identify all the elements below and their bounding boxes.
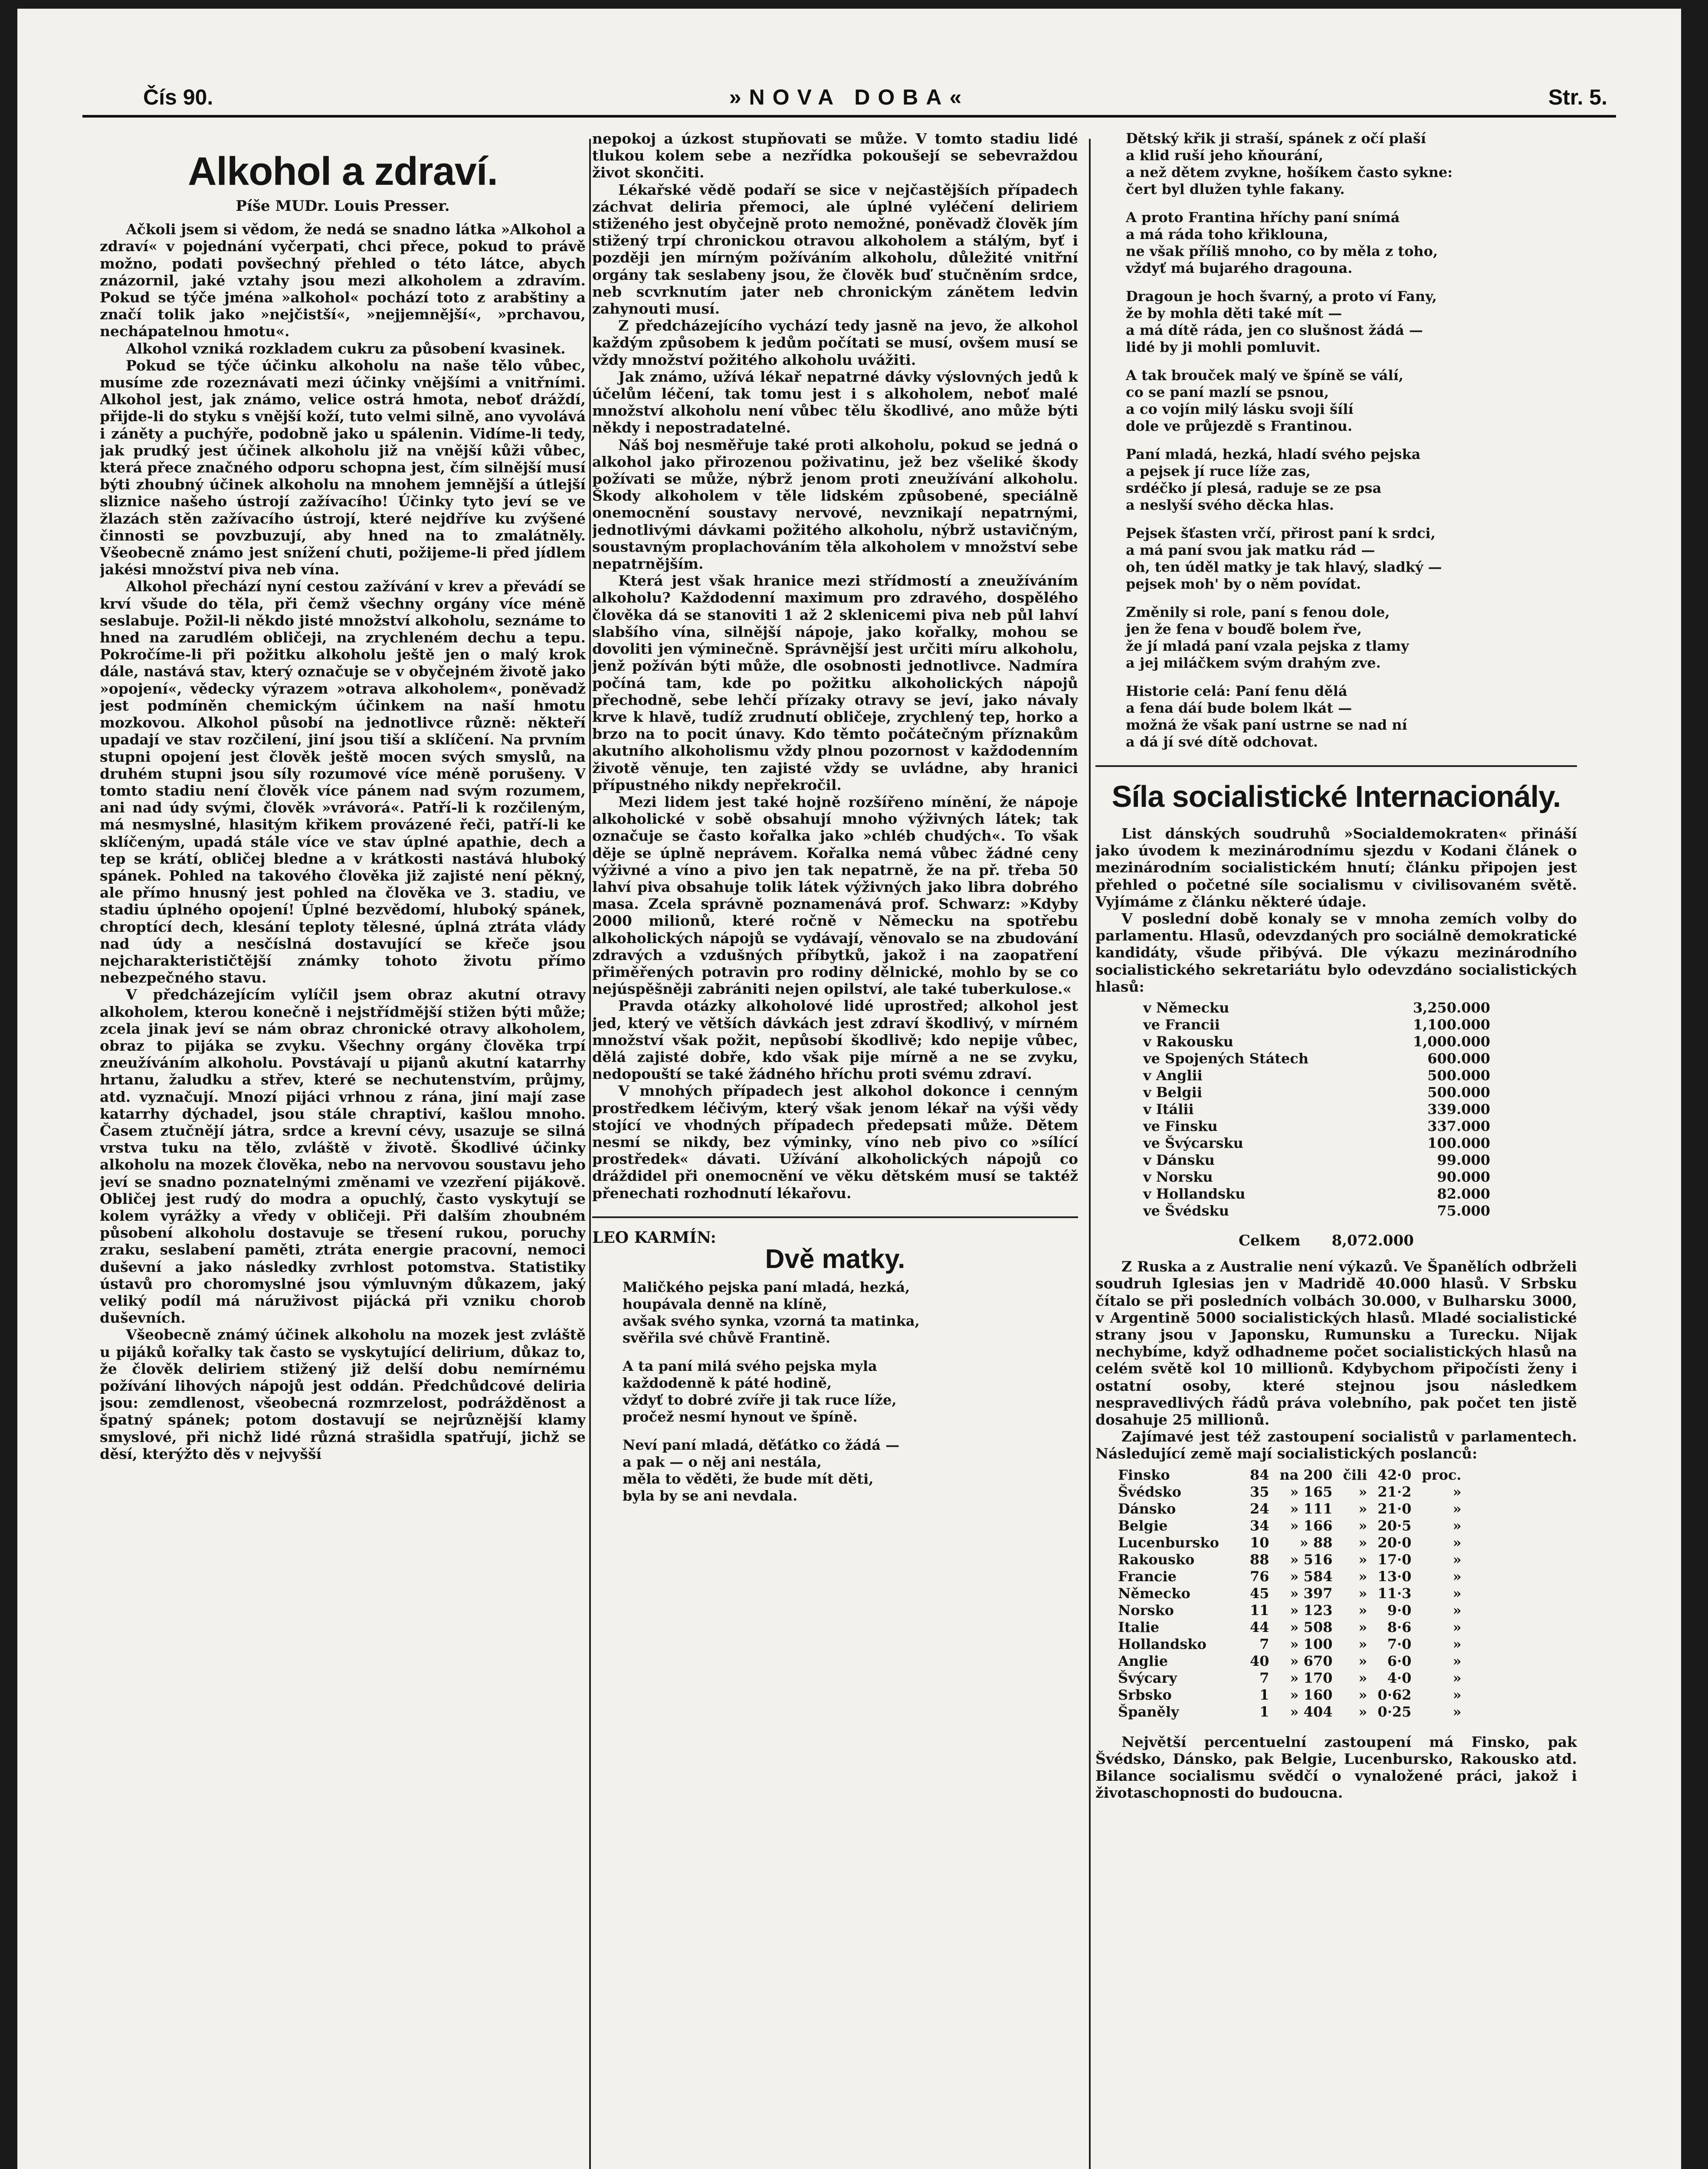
newspaper-page (17, 9, 1681, 2169)
poem-stanza: Dětský křik ji straší, spánek z očí plaší a klid ruší jeho kňourání, a než dětem zvykne, hošíkem často sykne: čert byl dlužen tyhle fakany. (1126, 130, 1453, 197)
parliament-cell: 88 (1250, 1551, 1269, 1568)
parliament-row (1113, 1619, 1467, 1636)
votes-value: 75.000 (1437, 1202, 1490, 1219)
masthead: »NOVA DOBA« (729, 85, 970, 109)
parliament-row (1113, 1602, 1467, 1619)
parliament-cell: » 166 (1290, 1517, 1333, 1534)
votes-value: 500.000 (1427, 1084, 1490, 1101)
parliament-cell: Španěly (1118, 1703, 1179, 1720)
parliament-row (1113, 1704, 1467, 1720)
parliament-cell: » (1452, 1483, 1462, 1500)
paragraph: V poslední době konaly se v mnoha zemích volby do parlamentu. Hlasů, odevzdaných pro sociálně demokratické kandidáty, všude přibývá. Dle výkazu mezinárodního socialistického sekretariátu bylo odevzdáno socialistických hlasů: (1095, 910, 1577, 995)
parliament-cell: Finsko (1118, 1466, 1170, 1483)
parliament-row (1113, 1568, 1467, 1585)
poem-stanza: Změnily si role, paní s fenou dole, jen že fena v bouďě bolem řve, že jí mladá paní vzala pejska z tlamy a jej miláčkem svým drahým zve. (1126, 604, 1409, 671)
total-value: 8,072.000 (1331, 1232, 1414, 1250)
votes-country: ve Švédsku (1143, 1202, 1229, 1219)
column-rule (1089, 139, 1091, 2169)
parliament-cell: » 123 (1290, 1602, 1333, 1619)
parliament-table (1113, 1467, 1467, 1720)
article-body-part2 (592, 130, 1078, 1202)
socialism-body-3 (1095, 1733, 1577, 1802)
parliament-cell: 0·62 (1377, 1686, 1412, 1703)
parliament-cell: » (1358, 1602, 1367, 1619)
poem-author: LEO KARMÍN: (592, 1228, 716, 1247)
votes-country: v Dánsku (1143, 1152, 1215, 1169)
parliament-cell: Belgie (1118, 1517, 1168, 1534)
parliament-cell: » (1452, 1635, 1462, 1652)
parliament-cell: » (1358, 1619, 1367, 1635)
parliament-cell: 1 (1259, 1703, 1269, 1720)
paragraph: V mnohých případech jest alkohol dokonce i cenným prostředkem léčivým, který však jenom lékař na výši vědy stojící ve vhodných případech předepsati může. Dětem nesmí se nikdy, bez výminky, víno neb pivo co »sílící prostředek« dávati. Užívání alkoholických nápojů co dráždidel při onemocnění ve věku dětském musí se taktéž přenechati rozhodnutí lékařovu. (592, 1082, 1078, 1202)
parliament-cell: 9·0 (1387, 1602, 1412, 1619)
parliament-cell: 13·0 (1377, 1568, 1412, 1585)
parliament-cell: Lucenbursko (1118, 1534, 1219, 1551)
votes-row (1139, 1186, 1495, 1202)
parliament-cell: » 397 (1290, 1585, 1333, 1602)
parliament-cell: 11·3 (1377, 1585, 1412, 1602)
parliament-cell: 7·0 (1387, 1635, 1412, 1652)
votes-row (1139, 1016, 1495, 1033)
parliament-cell: » (1452, 1703, 1462, 1720)
socialism-title: Síla socialistické Internacionály. (1111, 780, 1561, 813)
votes-country: v Rakousku (1143, 1033, 1234, 1050)
parliament-cell: » 170 (1290, 1669, 1333, 1686)
parliament-cell: 17·0 (1377, 1551, 1412, 1568)
parliament-cell: Anglie (1118, 1652, 1168, 1669)
votes-total (1239, 1232, 1577, 1249)
parliament-cell: » 404 (1290, 1703, 1333, 1720)
total-label: Celkem (1239, 1232, 1301, 1250)
poem-stanza: Pejsek šťasten vrčí, přirost paní k srdci, a má paní svou jak matku rád — oh, ten úděl matky je tak hlavý, sladký — pejsek moh' by o něm povídat. (1126, 525, 1442, 592)
parliament-cell: » (1358, 1551, 1367, 1568)
parliament-cell: Hollandsko (1118, 1635, 1206, 1652)
paragraph: List dánských soudruhů »Socialdemokraten« přináší jako úvodem k mezinárodnímu sjezdu v Kodani článek o mezinárodním socialistickém hnutí; článku připojen jest přehled o početné síle socialismu v civilisovaném světě. Vyjímáme z článku některé údaje. (1095, 825, 1577, 910)
parliament-cell: Dánsko (1118, 1500, 1176, 1517)
parliament-cell: » (1358, 1635, 1367, 1652)
parliament-row (1113, 1534, 1467, 1551)
parliament-cell: 4·0 (1387, 1669, 1412, 1686)
votes-row (1139, 1135, 1495, 1152)
parliament-row (1113, 1653, 1467, 1670)
parliament-cell: 11 (1250, 1602, 1269, 1619)
parliament-cell: » (1452, 1669, 1462, 1686)
votes-country: v Anglii (1143, 1067, 1203, 1084)
votes-country: v Německu (1143, 999, 1229, 1016)
votes-row (1139, 999, 1495, 1016)
votes-value: 500.000 (1427, 1067, 1490, 1084)
parliament-cell: 10 (1250, 1534, 1269, 1551)
parliament-cell: 21·2 (1377, 1483, 1412, 1500)
parliament-row (1113, 1687, 1467, 1704)
column-3 (1095, 130, 1577, 2169)
paragraph: Lékařské vědě podaří se sice v nejčastějších případech záchvat deliria přemoci, ale úplné vyléčení deliriem stiženého jest obyčejně proto nemožné, poněvadž člověk jím stižený trpí chronickou otravou alkoholem a stálým, byť i později jen mírným požíváním alkoholu, důležité vnitřní orgány tak seslabeny jsou, že člověk buď stučněním srdce, neb scvrknutím jater neb chronickým zánětem ledvin zahynouti musí. (592, 181, 1078, 318)
parliament-cell: » 111 (1290, 1500, 1333, 1517)
parliament-cell: » (1358, 1585, 1367, 1602)
parliament-cell: 42·0 (1377, 1466, 1412, 1483)
parliament-cell: » (1358, 1568, 1367, 1585)
paragraph: Pokud se týče účinku alkoholu na naše tělo vůbec, musíme zde rozeznávati mezi účinky vnějšími a vnitřními. Alkohol jest, jak známo, velice ostrá hmota, neboť dráždí, přijde-li do styku s vnější koží, tuto velmi silně, ano vyvolává i záněty a puchýře, podobně jako u spálenin. Vidíme-li tedy, jak prudký jest účinek alkoholu již na vnější kůži vůbec, která přece značného odporu schopna jest, čím silnější musí býti zhoubný účinek alkoholu na mnohem jemnější a útlejší sliznice našeho ústrojí zažívacího! Účinky tyto jeví se ve žlazách stěn zažívacího ústrojí, které nejdříve ku zvýšené činnosti se povzbuzují, aby hned na to zmalátněly. Všeobecně známo jest snížení chuti, požijeme-li před jídlem jakési množství piva neb vína. (100, 357, 586, 578)
votes-table (1139, 999, 1495, 1219)
parliament-cell: Srbsko (1118, 1686, 1172, 1703)
parliament-cell: » 670 (1290, 1652, 1333, 1669)
paragraph: nepokoj a úzkost stupňovati se může. V tomto stadiu lidé tlukou kolem sebe a nezřídka pokoušejí se sebevraždou život skončiti. (592, 130, 1078, 181)
votes-row (1139, 1152, 1495, 1169)
parliament-cell: » 508 (1290, 1619, 1333, 1635)
votes-country: ve Švýcarsku (1143, 1135, 1243, 1152)
paragraph: Ačkoli jsem si vědom, že nedá se snadno látka »Alkohol a zdraví« v pojednání vyčerpati, chci přece, pokud to právě možno, podati povšechný přehled o této látce, abych znázornil, jaké vztahy jsou mezi alkoholem a zdravím. Pokud se týče jména »alkohol« pochází toto z arabštiny a značí tolik jako »nejčistší«, »nejjemnější«, »prchavou, nechápatelnou hmotu«. (100, 221, 586, 340)
section-divider (592, 1216, 1078, 1218)
parliament-cell: 34 (1250, 1517, 1269, 1534)
votes-row (1139, 1067, 1495, 1084)
votes-row (1139, 1118, 1495, 1135)
parliament-cell: » 88 (1299, 1534, 1333, 1551)
parliament-cell: » (1358, 1483, 1367, 1500)
article-byline: Píše MUDr. Louis Presser. (236, 197, 450, 215)
parliament-cell: Norsko (1118, 1602, 1174, 1619)
parliament-cell: » (1358, 1534, 1367, 1551)
votes-row (1139, 1084, 1495, 1101)
parliament-row (1113, 1484, 1467, 1501)
paragraph: Zajímavé jest též zastoupení socialistů v parlamentech. Následující země mají socialistických poslanců: (1095, 1428, 1577, 1462)
parliament-cell: 24 (1250, 1500, 1269, 1517)
paragraph: Všeobecně známý účinek alkoholu na mozek jest zvláště u pijáků kořalky tak často se vyskytující delirium, důkaz to, že člověk deliriem stižený již delší dobu nemírnému požívání lihových nápojů jest oddán. Předchůdcové deliria jsou: zemdlenost, všeobecná rozmrzelost, podrážděnost a špatný spánek; potom dostavují se nejrůznější klamy smyslové, při nichž lidé různá strašidla spatřují, jichž se děsí, kterýžto děs v nejvyšší (100, 1326, 586, 1462)
votes-country: v Itálii (1143, 1101, 1194, 1118)
parliament-row (1113, 1501, 1467, 1517)
parliament-cell: » (1452, 1652, 1462, 1669)
parliament-cell: 8·6 (1387, 1619, 1412, 1635)
votes-value: 600.000 (1427, 1050, 1490, 1067)
parliament-cell: » (1452, 1602, 1462, 1619)
votes-value: 3,250.000 (1413, 999, 1490, 1016)
parliament-cell: 7 (1259, 1635, 1269, 1652)
votes-value: 100.000 (1427, 1135, 1490, 1152)
poem-stanza: Paní mladá, hezká, hladí svého pejska a pejsek jí ruce líže zas, srdéčko jí plesá, raduje se ze psa a neslyší svého děcka hlas. (1126, 446, 1421, 513)
votes-country: v Belgii (1143, 1084, 1202, 1101)
paragraph: Pravda otázky alkoholové lidé uprostřed; alkohol jest jed, který ve větších dávkách jest zdraví škodlivý, v mírném množství však požit, nepůsobí škodlivě; kdo nepije vůbec, dělá zajisté dobře, kdo však pije mírně a ne se zvyku, nedopouští se také žádného hříchu proti svému zdraví. (592, 997, 1078, 1083)
parliament-cell: » 160 (1290, 1686, 1333, 1703)
poem-stanza: A proto Frantina hříchy paní snímá a má ráda toho křiklouna, ne však příliš mnoho, co by měla z toho, vždyť má bujarého dragouna. (1126, 209, 1438, 276)
parliament-cell: » 516 (1290, 1551, 1333, 1568)
votes-value: 339.000 (1427, 1101, 1490, 1118)
parliament-cell: Francie (1118, 1568, 1177, 1585)
votes-row (1139, 1050, 1495, 1067)
paragraph: Z Ruska a z Australie není výkazů. Ve Španělích odbrželi soudruh Iglesias jen v Madridě 40.000 hlasů. V Srbsku čítalo se při posledních volbách 30.000, v Bulharsku 3000, v Argentině 5000 socialistických hlasů. Mladé socialistické strany jsou v Japonsku, Rumunsku a Turecku. Nijak nechybíme, když odhadneme počet socialistických hlasů na celém světě kol 10 millionů. Kdybychom připočísti ženy i ostatní osoby, které stejnou jsou následkem nespravedlivých řádů práva volebního, pak počet ten jistě dosahuje 25 millionů. (1095, 1258, 1577, 1429)
paragraph: Alkohol vzniká rozkladem cukru za působení kvasinek. (126, 340, 566, 357)
parliament-cell: 35 (1250, 1483, 1269, 1500)
votes-value: 1,100.000 (1413, 1016, 1490, 1033)
parliament-cell: » (1452, 1517, 1462, 1534)
poem-stanza: Neví paní mladá, děťátko co žádá — a pak — o něj ani nestála, měla to věděti, že bude mít děti, byla by se ani nevdala. (623, 1437, 900, 1504)
parliament-cell: » 165 (1290, 1483, 1333, 1500)
parliament-cell: 44 (1250, 1619, 1269, 1635)
issue-number: Čís 90. (143, 85, 213, 109)
parliament-cell: » 100 (1290, 1635, 1333, 1652)
paragraph: Která jest však hranice mezi střídmostí a zneužíváním alkoholu? Každodenní maximum pro zdravého, dospělého člověka dá se stanoviti 1 až 2 sklenicemi piva neb půl lahví slabšího vína, silnější nápoje, jako kořalky, mohou se dovoliti jen výminečně. Správnější jest určiti míru alkoholu, jenž požíván býti může, dle osobnosti jednotlivce. Nadmíra počíná tam, kde po požitku alkoholických nápojů přechodně, sebe lehčí přízaky otravy se jeví, jako návaly krve k hlavě, tudíž zrudnutí obličeje, zrychlený tep, horko a brzo na to pocit únavy. Kdo těmto počátečným příznakům akutního alkoholismu vždy plnou pozornost v každodenním životě věnuje, ten zajisté vždy se uvládne, aby hranici přípustného nikdy nepřekročil. (592, 572, 1078, 793)
votes-value: 337.000 (1427, 1118, 1490, 1135)
parliament-row (1113, 1467, 1467, 1484)
votes-row (1139, 1101, 1495, 1118)
column-rule (589, 139, 591, 2169)
parliament-cell: » (1452, 1585, 1462, 1602)
parliament-cell: Německo (1118, 1585, 1190, 1602)
votes-row (1139, 1033, 1495, 1050)
socialism-body-2 (1095, 1258, 1577, 1462)
paragraph: Náš boj nesměřuje také proti alkoholu, pokud se jedná o alkohol jako přirozenou poživatinu, jež bez všeliké škody požívati se může, nýbrž jenom proti zneužívání alkoholu. Škody alkoholem v těle lidském způsobené, speciálně onemocnění soustavy nervové, nevznikají nepatrnými, jednotlivými dávkami požitého alkoholu, nýbrž ustavičným, soustavným proplachováním těla alkoholem v množství sebe nepatrnějším. (592, 436, 1078, 573)
poem-stanza: A ta paní milá svého pejska myla každodenně k páté hodině, vždyť to dobré zvíře ji tak ruce líže, pročež nesmí hynout ve špíně. (623, 1358, 897, 1425)
running-header (82, 80, 1616, 118)
parliament-cell: » (1358, 1686, 1367, 1703)
poem-stanza: Historie celá: Paní fenu dělá a fena dáí bude bolem lkát — možná že však paní ustrne se nad ní a dá jí své dítě odchovat. (1126, 683, 1407, 750)
votes-value: 1,000.000 (1413, 1033, 1490, 1050)
article-title: Alkohol a zdraví. (187, 149, 498, 193)
parliament-cell: » (1358, 1652, 1367, 1669)
paragraph: Jak známo, užívá lékař nepatrné dávky výslovných jedů k účelům léčení, tak tomu jest i s alkoholem, neboť malé množství alkoholu není vůbec tělu škodlivé, ano může býti někdy i nepostradatelné. (592, 368, 1078, 436)
parliament-row (1113, 1636, 1467, 1653)
parliament-cell: 0·25 (1377, 1703, 1412, 1720)
parliament-cell: 84 (1250, 1466, 1269, 1483)
parliament-cell: Rakousko (1118, 1551, 1195, 1568)
parliament-cell: » (1452, 1568, 1462, 1585)
parliament-cell: 76 (1250, 1568, 1269, 1585)
parliament-cell: 20·5 (1377, 1517, 1412, 1534)
poem-stanza: A tak brouček malý ve špíně se válí, co se paní mazlí se psnou, a co vojín milý lásku svoji šílí dole ve průjezdě s Frantinou. (1126, 367, 1403, 434)
poem-stanza: Maličkého pejska paní mladá, hezká, houpávala denně na klíně, avšak svého synka, vzorná ta matinka, svěřila své chůvě Frantině. (623, 1279, 920, 1347)
parliament-cell: » 584 (1290, 1568, 1333, 1585)
parliament-cell: » (1358, 1669, 1367, 1686)
socialism-body (1095, 825, 1577, 995)
parliament-row (1113, 1670, 1467, 1687)
votes-value: 90.000 (1437, 1169, 1490, 1186)
parliament-cell: Švédsko (1118, 1483, 1181, 1500)
parliament-cell: 45 (1250, 1585, 1269, 1602)
parliament-cell: 6·0 (1387, 1652, 1412, 1669)
votes-row (1139, 1202, 1495, 1219)
parliament-row (1113, 1585, 1467, 1602)
votes-row (1139, 1169, 1495, 1186)
poem-stanza: Dragoun je hoch švarný, a proto ví Fany, že by mohla děti také mít — a má dítě ráda, jen co slušnost žádá — lidé by ji mohli pomluvit. (1126, 288, 1437, 355)
votes-value: 99.000 (1437, 1152, 1490, 1169)
paragraph: Mezi lidem jest také hojně rozšířeno mínění, že nápoje alkoholické v sobě obsahují mnoho výživných látek; tak označuje se často kořalka jako »chléb chudých«. To však děje se úplně neprávem. Kořalka nemá vůbec žádné ceny výživné a víno a pivo jen tak nepatrně, že na př. třeba 50 lahví piva obsahuje tolik látek výživných jako libra dobrého masa. Zcela správně poznamenává prof. Schwarz: »Kdyby 2000 milionů, které ročně v Německu na spotřebu alkoholických nápojů se vydávají, věnovalo se na zbudování zdravých a vzdušných příbytků, jakož i na zaopatření přiměřených potravin pro rodiny dělnické, mohlo by se co nejúspěšněji zabrániti nejen opilství, ale také tuberkulose.« (592, 793, 1078, 998)
votes-country: ve Francii (1143, 1016, 1220, 1033)
parliament-cell: 1 (1259, 1686, 1269, 1703)
votes-country: v Norsku (1143, 1169, 1213, 1186)
votes-country: ve Spojených Státech (1143, 1050, 1309, 1067)
parliament-cell: » (1358, 1500, 1367, 1517)
parliament-row (1113, 1551, 1467, 1568)
parliament-cell: » (1452, 1500, 1462, 1517)
votes-value: 82.000 (1437, 1186, 1490, 1202)
parliament-cell: čili (1343, 1466, 1367, 1483)
parliament-cell: 20·0 (1377, 1534, 1412, 1551)
article-body-part1 (100, 221, 586, 1462)
column-1 (100, 130, 586, 2169)
votes-country: ve Finsku (1143, 1118, 1218, 1135)
parliament-cell: » (1452, 1551, 1462, 1568)
parliament-cell: » (1452, 1534, 1462, 1551)
paragraph: Alkohol přechází nyní cestou zažívání v krev a převádí se krví všude do těla, při čemž všechny orgány více méně seslabuje. Požil-li někdo jisté množství alkoholu, seznáme to hned na zarudlém obličeji, na zrychleném dechu a tepu. Pokročíme-li při požitku alkoholu ještě jen o malý krok dále, nastává stav, který označuje se v obyčejném životě jako »opojení«, vědecky výrazem »otrava alkoholem«, poněvadž jest podmíněn chemickým účinkem na naší hmotu mozkovou. Alkohol působí na jednotlivce různě: někteří upadají ve stav rozčilení, jiní jsou tiší a sklíčení. Na prvním stupni opojení jest člověk ještě mocen svých smyslů, na druhém stupni jsou síly rozumové více méně porušeny. V tomto stadiu není člověk více pánem nad svým rozumem, ani nad údy svými, člověk »vrávorá«. Patří-li k rozčileným, má nesmyslné, hlasitým křikem provázené řeči, patří-li ke sklíčeným, upadá stále více ve stav úplné apathie, dech a tep se krátí, obličej bledne a v krátkosti nastává hluboký spánek. Pohled na takového člověka již zajisté není pěkný, ale přímo hnusný jest pohled na člověka ve 3. stadiu, ve stadiu úplného opojení! Úplné bezvědomí, hluboký spánek, chroptící dech, klesání teploty tělesné, úplná ztráta vlády nad údy a nesčíslná dostavující se křeče jsou nejcharakterističtější známky tohoto životu přímo nebezpečného stavu. (100, 578, 586, 986)
parliament-row (1113, 1517, 1467, 1534)
page-number: Str. 5. (1548, 85, 1607, 109)
parliament-cell: proc. (1422, 1466, 1462, 1483)
column-2 (592, 130, 1078, 2169)
parliament-cell: » (1358, 1703, 1367, 1720)
parliament-cell: 21·0 (1377, 1500, 1412, 1517)
parliament-cell: 7 (1259, 1669, 1269, 1686)
paragraph: Z předcházejícího vychází tedy jasně na jevo, že alkohol každým způsobem k jedům počítati se musí, ovšem musí se vždy množství požitého alkoholu uvážiti. (592, 317, 1078, 368)
parliament-cell: » (1358, 1517, 1367, 1534)
parliament-cell: » (1452, 1686, 1462, 1703)
poem-title: Dvě matky. (765, 1244, 905, 1274)
paragraph: Největší percentuelní zastoupení má Finsko, pak Švédsko, Dánsko, pak Belgie, Lucenbursko, Rakousko atd. Bilance socialismu svědčí o vynaložené práci, jakož i životaschopnosti do budoucna. (1095, 1733, 1577, 1802)
parliament-cell: 40 (1250, 1652, 1269, 1669)
parliament-cell: Švýcary (1118, 1669, 1177, 1686)
paragraph: V předcházejícím vylíčil jsem obraz akutní otravy alkoholem, kterou konečně i nejstřídmější stižen býti může; zcela jinak jeví se nám obraz chronické otravy alkoholem, obraz to pijáka se zvyku. Všechny orgány člověka trpí zneužíváním alkoholu. Povstávají u pijanů akutní katarrhy hrtanu, žaludku a střev, které se nechutenstvím, průjmy, atd. vyznačují. Mnozí pijáci vrhnou z rána, jiní mají zase katarrhy dýchadel, jsou stále chraptiví, kašlou mnoho. Časem ztučnějí játra, srdce a krevní cévy, usazuje se silná vrstva tuku na tělo, zvláště v životě. Škodlivé účinky alkoholu na mozek člověka, nebo na nervovou soustavu jeho jeví se snadno poznatelnými změnami ve vzezření pijákově. Obličej jest rudý do modra a opuchlý, často vyskytují se kolem vyrážky a vředy v obličeji. Při dalším zhoubném působení alkoholu dostavuje se třesení rukou, poruchy zraku, seslabení paměti, ztráta energie pracovní, nemoci duševní a jako následky zvrhlost potomstva. Statistiky ústavů pro choromyslné jsou výmluvným důkazem, jaký veliký podíl má náruživost pijácká při vzniku chorob duševních. (100, 986, 586, 1327)
parliament-cell: Italie (1118, 1619, 1160, 1635)
parliament-cell: » (1452, 1619, 1462, 1635)
parliament-cell: na 200 (1279, 1466, 1333, 1483)
section-divider (1095, 765, 1577, 767)
votes-country: v Hollandsku (1143, 1186, 1246, 1202)
